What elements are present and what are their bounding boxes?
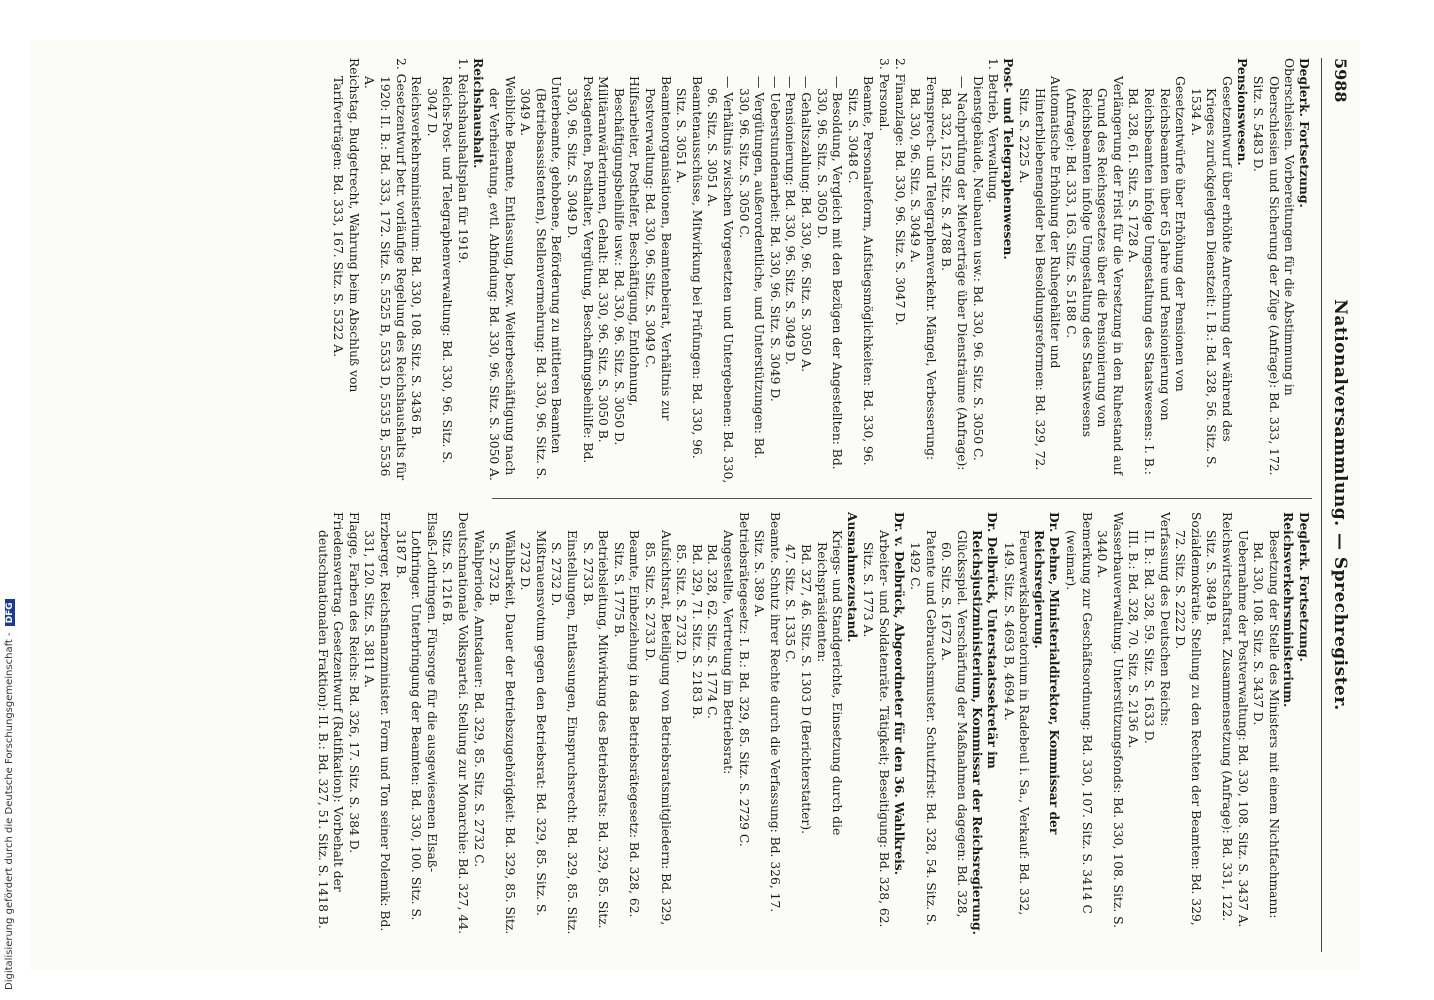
- register-entry: Dr. Delbrück, Unterstaatssekretär im Reichsjustizministerium, Kommissar der Reichsregierung.: [969, 512, 1001, 935]
- register-entry: Flagge, Farben des Reichs: Bd. 326, 17. Sitz. S. 384 D.: [346, 512, 361, 854]
- register-entry: Deglerk. Fortsetzung.: [1297, 58, 1312, 208]
- register-entry: Elsaß-Lothringen. Fürsorge für die ausgewiesenen Elsaß-Lothringer. Unterbringung der Beamten: Bd. 330, 100. Sitz. S. 3187 B.: [393, 512, 439, 921]
- register-entry: Beamtenorganisationen, Beamtenbeirat, Verhältnis zur Postverwaltung: Bd. 330, 96. Sitz. S. 3049 C.: [643, 76, 673, 421]
- register-entry: 3. Personal.: [876, 58, 891, 132]
- register-entry: Reichswirtschaftsrat. Zusammensetzung (Anfrage): Bd. 331, 122. Sitz. S. 3849 B.: [1204, 512, 1235, 922]
- register-entry: Dr. Dehne, Ministerialdirektor, Kommissar der Reichsregierung.: [1031, 512, 1063, 835]
- digitization-footer: [4, 0, 18, 990]
- register-entry: Erzberger, Reichsfinanzminister. Form und Ton seiner Polemik: Bd. 331, 120. Sitz. S. 3811 A.: [362, 512, 392, 932]
- register-entry: — Ueberstundenarbeit: Bd. 330, 96. Sitz. S. 3049 D.: [767, 76, 782, 402]
- register-entry: — Nachprüfung der Mietverträge über Diensträume (Anfrage): Bd. 332, 152. Sitz. S. 4788 B.: [939, 76, 969, 471]
- register-entry: Kriegs- und Standgerichte, Einsetzung durch die Reichspräsidenten:: [814, 530, 845, 836]
- register-entry: Reichsverkehrsministerium.: [1281, 512, 1297, 708]
- register-entry: Bemerkung zur Geschäftsordnung: Bd. 330, 107. Sitz. S. 3414 C (weimar).: [1064, 512, 1094, 914]
- right-column: [314, 512, 1312, 938]
- register-entry: Fernsprech- und Telegraphenverkehr. Mängel, Verbesserung: Bd. 330, 96. Sitz. S. 3049 A.: [908, 76, 938, 461]
- register-entry: Angestellte, Vertretung im Betriebsrat:: [721, 530, 736, 775]
- footer-text: Digitalisierung gefördert durch die Deutsche Forschungsgemeinschaft -: [4, 632, 15, 990]
- register-entry: — Pensionierung: Bd. 330, 96. Sitz. S. 3049 D.: [783, 76, 798, 365]
- register-entry: — Besoldung, Vergleich mit den Bezügen der Angestellten: Bd. 330, 96. Sitz. S. 3050 D.: [814, 76, 845, 470]
- register-entry: Dienstgebäude, Neubauten usw.: Bd. 330, 96. Sitz. S. 3050 C.: [970, 76, 985, 461]
- register-entry: Unterbeamte, gehobene, Beförderung zu mittleren Beamten (Betriebsassistenten), Stellenvermehrung: Bd. 330, 96. Sitz. S. 3049 A.: [518, 76, 564, 480]
- column-divider: [492, 498, 1312, 499]
- register-entry: Reichshaushalt.: [470, 58, 486, 169]
- register-entry: — Verhältnis zwischen Vorgesetzten und Untergebenen: Bd. 330, 96. Sitz. S. 3051 A.: [705, 76, 736, 484]
- dfg-logo: DFG: [5, 599, 15, 626]
- register-entry: Dr. v. Delbrück, Abgeordneter für den 36. Wahlkreis.: [891, 512, 907, 875]
- register-entry: Betriebsleitung, Mitwirkung des Betriebsrats: Bd. 329, 85. Sitz. S. 2733 B.: [580, 530, 611, 929]
- register-entry: Einstellungen, Entlassungen, Einspruchsrecht: Bd. 329, 85. Sitz. S. 2732 D.: [549, 530, 580, 935]
- register-entry: — Gehaltszahlung: Bd. 330, 96. Sitz. S. 3050 A.: [799, 76, 813, 373]
- register-entry: Glücksspiel. Verschärfung der Maßnahmen dagegen: Bd. 328, 60. Sitz. S. 1672 A.: [939, 530, 969, 918]
- register-entry: Beamte, Personalreform, Aufstiegsmöglichkeiten: Bd. 330, 96. Sitz. S. 3048 C.: [845, 76, 876, 466]
- page-header: [1321, 58, 1352, 952]
- register-entry: Wählbarkeit, Dauer der Betriebszugehörigkeit: Bd. 329, 85. Sitz. S. 2732 B.: [487, 530, 517, 935]
- register-entry: III. B.: Bd. 328, 70. Sitz. S. 2136 A.: [1126, 530, 1141, 749]
- register-entry: Oberschlesien. Vorbereitungen für die Abstimmung in Oberschlesien und Sicherung der Züge (Anfrage): Bd. 333, 172. Sitz. S. 5483 D.: [1251, 58, 1297, 476]
- register-entry: Reichs-Post- und Telegraphenverwaltung: Bd. 330, 96. Sitz. S. 3047 D.: [424, 76, 455, 464]
- register-entry: Aufsichtsrat, Beteiligung von Betriebsratsmitgliedern: Bd. 329, 85. Sitz. S. 2733 D.: [643, 530, 673, 926]
- register-entry: Friedensvertrag. Gesetzentwurf (Ratifikation): Vorbehalt der deutschnationalen Fraktion): II. B.: Bd. 327, 51. Sitz. S. 1418 B.: [315, 512, 346, 929]
- register-entry: Beamte. Schutz ihrer Rechte durch die Verfassung: Bd. 326, 17. Sitz. S. 389 A.: [752, 512, 782, 913]
- register-entry: II. B.: Bd. 328, 59. Sitz. S. 1633 D.: [1142, 530, 1157, 744]
- register-entry: 2. Gesetzentwurf betr. vorläufige Regelung des Reichshaushalts für 1920: II. B.: Bd. 333, 172. Sitz. S. 5525 B, 5533 D, 5535 B, 5536 A.: [362, 58, 408, 481]
- page-title: Nationalversammlung. — Sprechregister.: [1330, 299, 1350, 711]
- register-entry: Betriebsrätegesetz: I. B.: Bd. 329, 85. Sitz. S. 2729 C.: [736, 512, 751, 847]
- register-entry: Wahlperiode, Amtsdauer: Bd. 329, 85. Sitz. S. 2732 C.: [471, 530, 486, 868]
- register-entry: Bd. 328, 62. Sitz. S. 1774 C.: [705, 544, 720, 719]
- register-entry: — Vergütungen, außerordentliche, und Unterstützungen: Bd. 330, 96. Sitz. S. 3050 C.: [736, 76, 767, 459]
- scanned-page: [30, 40, 1360, 970]
- register-entry: Verlängerung der Frist für die Versetzung in den Ruhestand auf Grund des Reichsgesetzes über die Pensionierung von Reichsbeamten infolge Umgestaltung des Staatswesens (Anfrage): Bd. 333, 163. Sitz. S. 5188 C.: [1064, 76, 1125, 476]
- register-entry: Hilfsarbeiter, Posthelfer, Beschäftigung, Entlohnung, Beschäftigungsbeihilfe usw.: Bd. 330, 96. Sitz. S. 3050 D.: [611, 76, 642, 446]
- register-entry: Militäranwärterinnen, Gehalt: Bd. 330, 96. Sitz. S. 3050 B.: [596, 76, 611, 443]
- register-entry: 1. Betrieb, Verwaltung.: [986, 58, 1001, 203]
- register-entry: Mißtrauensvotum gegen den Betriebsrat: Bd. 329, 85. Sitz. S. 2732 D.: [518, 530, 548, 916]
- register-entry: Besetzung der Stelle des Ministers mit einem Nichtfachmann: Bd. 330, 108. Sitz. S. 3437 D.: [1251, 530, 1281, 919]
- register-entry: Patente und Gebrauchsmuster. Schutzfrist: Bd. 328, 54. Sitz. S. 1492 C.: [908, 530, 938, 926]
- register-entry: 47. Sitz. S. 1335 C.: [783, 544, 798, 663]
- register-entry: Deglerk. Fortsetzung.: [1297, 512, 1312, 662]
- register-entry: Pensionswesen.: [1234, 58, 1250, 166]
- left-column: [330, 58, 1312, 484]
- register-entry: Bd. 329, 71. Sitz. S. 2183 B.: [689, 544, 704, 720]
- register-entry: Weibliche Beamte, Entlassung, bezw. Weiterbeschäftigung nach der Verheiratung, evtl. Abfindung: Bd. 330, 96. Sitz. S. 3050 A.: [487, 76, 517, 481]
- register-entry: Postagenten, Posthalter, Vergütung, Beschaffungsbeihilfe: Bd. 330, 96. Sitz. S. 3049 D.: [565, 76, 595, 464]
- register-entry: Wasserbauverwaltung. Unterstützungsfonds: Bd. 330, 108. Sitz. S. 3440 A.: [1095, 512, 1125, 929]
- register-entry: Uebernahme der Postverwaltung: Bd. 330, 108. Sitz. S. 3437 A.: [1235, 530, 1250, 928]
- register-entry: Bd. 327, 46. Sitz. S. 1303 D (Berichterstatter).: [799, 544, 813, 835]
- register-entry: Post- und Telegraphenwesen.: [1000, 58, 1016, 260]
- page-number: 5988: [1331, 58, 1350, 103]
- register-entry: Arbeiter- und Soldatenräte. Tätigkeit; Beseitigung: Bd. 328, 62. Sitz. S. 1773 A.: [861, 530, 891, 928]
- register-entry: 1. Reichshaushaltsplan für 1919.: [455, 58, 470, 264]
- register-entry: Gesetzentwürfe über Erhöhung der Pensionen von Reichsbeamten über 65 Jahre und Pensionierung von Reichsbeamten infolge Umgestaltung des Staatswesens: I. B.: Bd. 328, 61. Sitz. S. 1728 A.: [1126, 76, 1188, 475]
- register-entry: Automatische Erhöhung der Ruhegehälter und Hinterbliebenengelder bei Besoldungsreformen: Bd. 329, 72. Sitz. S. 2225 A.: [1017, 76, 1063, 471]
- register-entry: Deutschnationale Volkspartei. Stellung zur Monarchie: Bd. 327, 44. Sitz. S. 1216 B.: [440, 512, 470, 934]
- register-entry: Gesetzentwurf über erhöhte Anrechnung der während des Krieges zurückgelegten Dienstzeit: I. B.: Bd. 328, 56. Sitz. S. 1534 A.: [1188, 76, 1235, 469]
- register-entry: Beamtenausschüsse, Mitwirkung bei Prüfungen: Bd. 330, 96. Sitz. S. 3051 A.: [674, 76, 704, 459]
- register-entry: 85. Sitz. S. 2732 D.: [674, 544, 689, 664]
- register-entry: Ausnahmezustand.: [844, 512, 860, 643]
- register-entry: Sozialdemokratie. Stellung zu den Rechten der Beamten: Bd. 329, 72. Sitz. S. 2222 D.: [1173, 512, 1203, 926]
- register-entry: Verfassung des Deutschen Reichs:: [1157, 512, 1172, 727]
- rotated-sheet: [30, 40, 1360, 970]
- register-entry: Reichstag. Budgetrecht, Wahrung beim Abschluß von Tarifverträgen: Bd. 333, 167. Sitz. S. 5322 A.: [331, 58, 361, 393]
- register-entry: Beamte, Einbeziehung in das Betriebsrätegesetz: Bd. 328, 62. Sitz. S. 1775 B.: [611, 530, 642, 918]
- register-entry: 2. Finanzlage: Bd. 330, 96. Sitz. S. 3047 D.: [892, 58, 907, 326]
- register-entry: Reichsverkehrsministerium: Bd. 330, 108. Sitz. S. 3436 B.: [409, 76, 424, 439]
- register-entry: Feuerwerkslaboratorium in Radebeul i. Sa., Verkauf: Bd. 332, 149. Sitz. S. 4693 B, 4694 A.: [1001, 530, 1032, 916]
